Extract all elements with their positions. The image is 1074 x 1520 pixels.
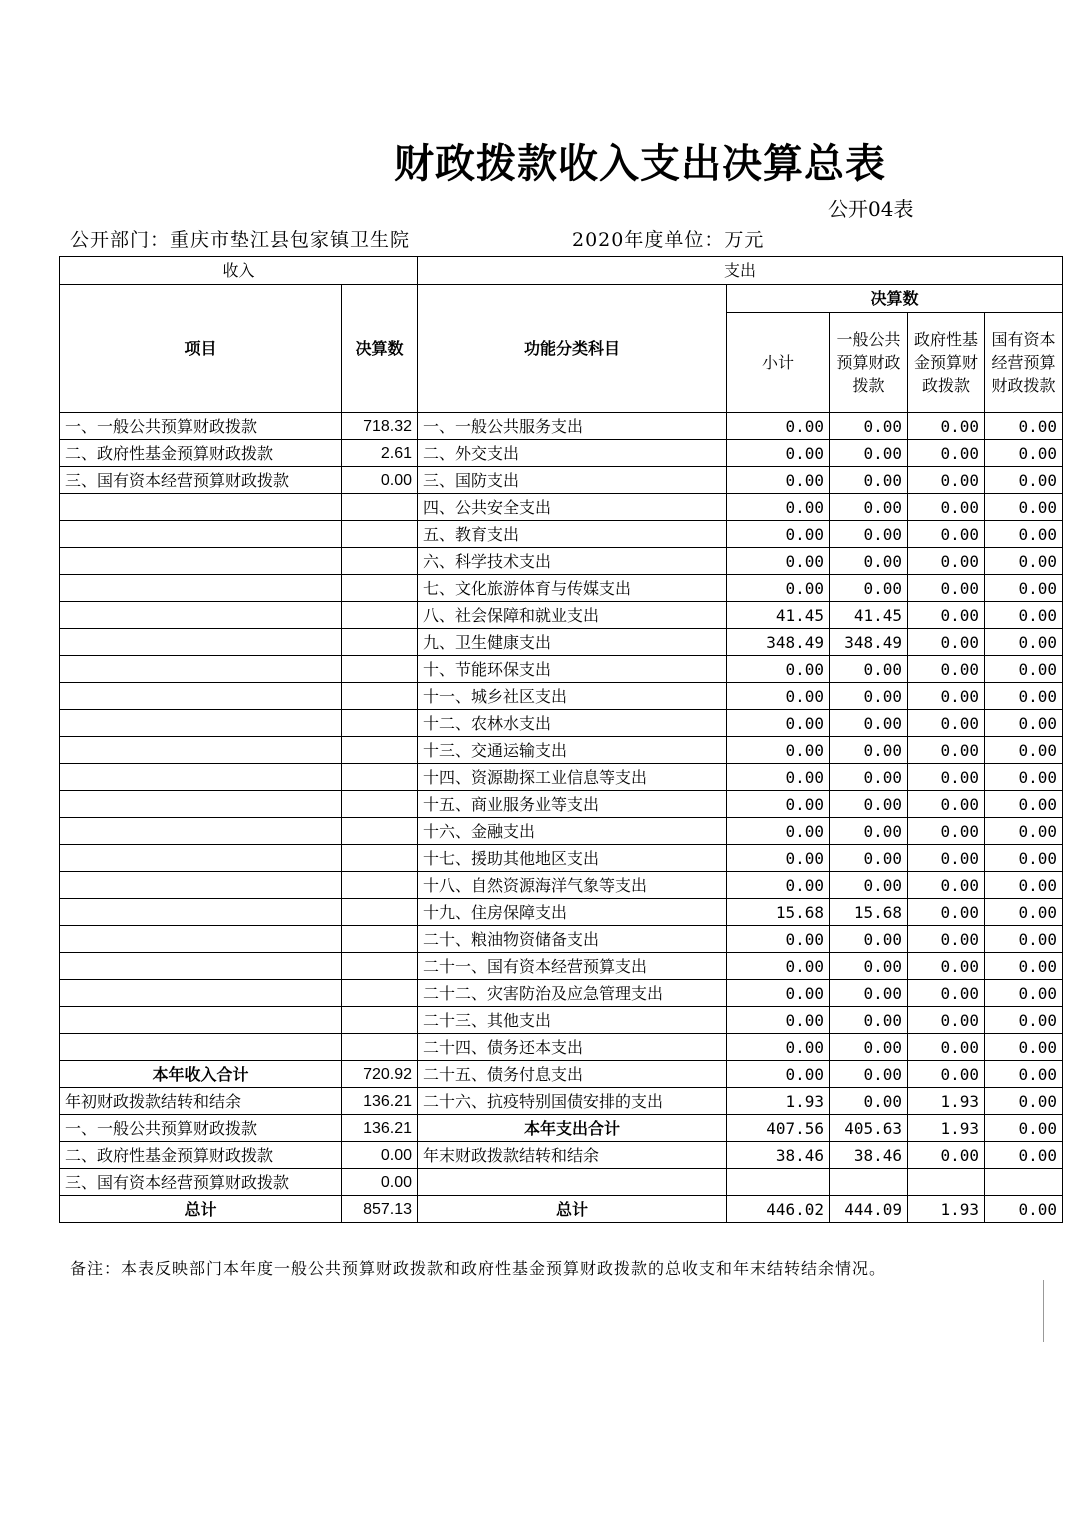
expense-general-budget: 0.00 [830,980,908,1007]
expense-state-capital: 0.00 [985,791,1063,818]
table-row [60,1196,1063,1223]
expense-gov-fund: 0.00 [908,710,985,737]
expense-subtotal: 0.00 [727,1061,830,1088]
expense-gov-fund: 0.00 [908,818,985,845]
income-item [60,953,342,980]
income-amount [342,818,418,845]
expense-category: 二十二、灾害防治及应急管理支出 [418,980,727,1007]
expense-state-capital: 0.00 [985,467,1063,494]
table-row [60,899,1063,926]
expense-general-budget: 0.00 [830,440,908,467]
income-item: 三、国有资本经营预算财政拨款 [60,1169,342,1196]
income-item [60,494,342,521]
expense-category: 十二、农林水支出 [418,710,727,737]
expense-gov-fund: 0.00 [908,629,985,656]
table-row [60,1034,1063,1061]
expense-category: 二十四、债务还本支出 [418,1034,727,1061]
expense-subtotal: 41.45 [727,602,830,629]
income-item [60,548,342,575]
expense-state-capital: 0.00 [985,1196,1063,1223]
table-row [60,440,1063,467]
income-amount: 136.21 [342,1115,418,1142]
expense-state-capital: 0.00 [985,953,1063,980]
expense-gov-fund [908,1169,985,1196]
expense-category: 四、公共安全支出 [418,494,727,521]
income-item: 三、国有资本经营预算财政拨款 [60,467,342,494]
income-item: 二、政府性基金预算财政拨款 [60,1142,342,1169]
table-row [60,656,1063,683]
expense-gov-fund: 0.00 [908,791,985,818]
expense-category: 八、社会保障和就业支出 [418,602,727,629]
expense-general-budget: 0.00 [830,467,908,494]
income-amount [342,899,418,926]
expense-subtotal: 0.00 [727,413,830,440]
income-amount [342,980,418,1007]
income-item: 本年收入合计 [60,1061,342,1088]
expense-state-capital: 0.00 [985,1088,1063,1115]
expense-subtotal: 0.00 [727,1007,830,1034]
income-item [60,1007,342,1034]
expense-state-capital: 0.00 [985,1115,1063,1142]
expense-general-budget: 0.00 [830,1034,908,1061]
expense-category: 年末财政拨款结转和结余 [418,1142,727,1169]
expense-category: 十四、资源勘探工业信息等支出 [418,764,727,791]
income-item [60,710,342,737]
table-row [60,764,1063,791]
table-row [60,710,1063,737]
expense-gov-fund: 1.93 [908,1196,985,1223]
income-item: 一、一般公共预算财政拨款 [60,1115,342,1142]
expense-general-budget: 0.00 [830,548,908,575]
income-amount [342,521,418,548]
expense-state-capital: 0.00 [985,602,1063,629]
income-amount [342,683,418,710]
expense-state-capital: 0.00 [985,737,1063,764]
income-amount [342,1007,418,1034]
table-row [60,629,1063,656]
income-amount [342,926,418,953]
income-amount: 720.92 [342,1061,418,1088]
income-item [60,656,342,683]
expense-general-budget [830,1169,908,1196]
expense-gov-fund: 0.00 [908,467,985,494]
expense-subtotal: 0.00 [727,575,830,602]
expense-gov-fund: 1.93 [908,1115,985,1142]
expense-general-budget: 0.00 [830,521,908,548]
expense-general-budget: 0.00 [830,494,908,521]
income-amount [342,845,418,872]
expense-gov-fund: 0.00 [908,521,985,548]
income-item [60,845,342,872]
income-amount [342,791,418,818]
expense-general-budget: 15.68 [830,899,908,926]
table-row [60,1169,1063,1196]
expense-category: 十、节能环保支出 [418,656,727,683]
expense-gov-fund: 0.00 [908,872,985,899]
expense-gov-fund: 0.00 [908,737,985,764]
expense-state-capital: 0.00 [985,899,1063,926]
expense-category: 二十五、债务付息支出 [418,1061,727,1088]
income-amount: 136.21 [342,1088,418,1115]
expense-category: 二十、粮油物资储备支出 [418,926,727,953]
expense-category: 总计 [418,1196,727,1223]
expense-general-budget: 0.00 [830,683,908,710]
income-amount [342,602,418,629]
table-row [60,467,1063,494]
expense-gov-fund: 0.00 [908,656,985,683]
expense-subtotal: 0.00 [727,953,830,980]
state-capital-header: 国有资本经营预算财政拨款 [985,313,1063,413]
income-item [60,818,342,845]
expense-state-capital: 0.00 [985,926,1063,953]
table-row [60,602,1063,629]
expense-category: 七、文化旅游体育与传媒支出 [418,575,727,602]
expense-subtotal: 407.56 [727,1115,830,1142]
expense-state-capital: 0.00 [985,845,1063,872]
income-amount [342,737,418,764]
page-title: 财政拨款收入支出决算总表 [394,140,886,187]
expense-category: 十八、自然资源海洋气象等支出 [418,872,727,899]
expense-subtotal: 0.00 [727,656,830,683]
expense-subtotal: 0.00 [727,737,830,764]
expense-category: 十九、住房保障支出 [418,899,727,926]
expense-state-capital: 0.00 [985,1007,1063,1034]
expense-gov-fund: 0.00 [908,548,985,575]
income-item [60,521,342,548]
expense-subtotal: 0.00 [727,440,830,467]
expense-gov-fund: 0.00 [908,899,985,926]
expense-subtotal: 0.00 [727,872,830,899]
table-row [60,521,1063,548]
expense-subtotal: 0.00 [727,548,830,575]
income-amount: 0.00 [342,467,418,494]
expense-subtotal: 0.00 [727,521,830,548]
expense-gov-fund: 0.00 [908,980,985,1007]
income-item: 一、一般公共预算财政拨款 [60,413,342,440]
gov-fund-header: 政府性基金预算财政拨款 [908,313,985,413]
expense-subtotal: 0.00 [727,845,830,872]
income-item: 年初财政拨款结转和结余 [60,1088,342,1115]
income-amount [342,1034,418,1061]
fiscal-summary-table [59,256,1063,1223]
income-item [60,737,342,764]
expense-gov-fund: 0.00 [908,440,985,467]
department-label: 公开部门：重庆市垫江县包家镇卫生院 [70,229,411,251]
divider-line [1043,1280,1044,1342]
expense-gov-fund: 0.00 [908,953,985,980]
expense-category: 六、科学技术支出 [418,548,727,575]
expense-state-capital: 0.00 [985,494,1063,521]
expense-general-budget: 0.00 [830,1007,908,1034]
expense-state-capital: 0.00 [985,1061,1063,1088]
expense-subtotal: 0.00 [727,791,830,818]
income-item [60,791,342,818]
expense-state-capital: 0.00 [985,710,1063,737]
table-row [60,494,1063,521]
expense-general-budget: 444.09 [830,1196,908,1223]
expense-general-budget: 0.00 [830,710,908,737]
expense-category: 二十六、抗疫特别国债安排的支出 [418,1088,727,1115]
table-row [60,872,1063,899]
table-row [60,548,1063,575]
expense-general-budget: 0.00 [830,1061,908,1088]
expense-general-budget: 348.49 [830,629,908,656]
income-amount [342,764,418,791]
expense-gov-fund: 0.00 [908,1007,985,1034]
expense-category: 十六、金融支出 [418,818,727,845]
expense-gov-fund: 0.00 [908,764,985,791]
income-amount: 0.00 [342,1169,418,1196]
expense-category [418,1169,727,1196]
table-row [60,953,1063,980]
income-amount [342,494,418,521]
table-row [60,1088,1063,1115]
table-row [60,1007,1063,1034]
expense-state-capital: 0.00 [985,872,1063,899]
expense-subtotal: 38.46 [727,1142,830,1169]
expense-gov-fund: 0.00 [908,494,985,521]
expense-general-budget: 0.00 [830,953,908,980]
expense-gov-fund: 0.00 [908,1061,985,1088]
table-row [60,575,1063,602]
expense-state-capital: 0.00 [985,818,1063,845]
expense-subtotal: 0.00 [727,683,830,710]
form-number: 公开04表 [828,197,914,221]
expense-category: 二十三、其他支出 [418,1007,727,1034]
table-row [60,926,1063,953]
income-item [60,899,342,926]
table-row [60,1061,1063,1088]
income-amount [342,710,418,737]
expense-subtotal: 0.00 [727,980,830,1007]
expense-general-budget: 0.00 [830,764,908,791]
income-item [60,926,342,953]
expense-subtotal: 0.00 [727,764,830,791]
expense-general-budget: 41.45 [830,602,908,629]
income-item [60,683,342,710]
final-group-header: 决算数 [727,285,1063,313]
expense-category: 十五、商业服务业等支出 [418,791,727,818]
expense-gov-fund: 0.00 [908,602,985,629]
income-amount [342,575,418,602]
income-amount [342,953,418,980]
table-row [60,683,1063,710]
expense-category: 九、卫生健康支出 [418,629,727,656]
footnote: 备注：本表反映部门本年度一般公共预算财政拨款和政府性基金预算财政拨款的总收支和年末结转结余情况。 [70,1259,887,1278]
expense-general-budget: 38.46 [830,1142,908,1169]
item-header: 项目 [60,285,342,413]
expense-subtotal: 348.49 [727,629,830,656]
expense-state-capital: 0.00 [985,413,1063,440]
income-item [60,980,342,1007]
expense-state-capital: 0.00 [985,1142,1063,1169]
expense-gov-fund: 0.00 [908,1034,985,1061]
expense-state-capital: 0.00 [985,764,1063,791]
expense-category: 十七、援助其他地区支出 [418,845,727,872]
final-amount-header: 决算数 [342,285,418,413]
expense-state-capital: 0.00 [985,683,1063,710]
expense-state-capital: 0.00 [985,575,1063,602]
expense-gov-fund: 0.00 [908,926,985,953]
expense-subtotal: 0.00 [727,818,830,845]
expense-state-capital: 0.00 [985,548,1063,575]
income-item [60,1034,342,1061]
year-unit-label: 2020年度单位：万元 [572,229,765,251]
expense-subtotal: 0.00 [727,467,830,494]
expense-subtotal: 0.00 [727,494,830,521]
income-amount [342,656,418,683]
expense-general-budget: 0.00 [830,575,908,602]
expense-general-budget: 405.63 [830,1115,908,1142]
income-item [60,602,342,629]
expense-state-capital: 0.00 [985,521,1063,548]
expense-gov-fund: 0.00 [908,845,985,872]
expense-subtotal: 15.68 [727,899,830,926]
expense-gov-fund: 1.93 [908,1088,985,1115]
income-amount: 857.13 [342,1196,418,1223]
expense-state-capital: 0.00 [985,1034,1063,1061]
table-row [60,1142,1063,1169]
table-row [60,1115,1063,1142]
expense-category: 一、一般公共服务支出 [418,413,727,440]
table-row [60,980,1063,1007]
general-budget-header: 一般公共预算财政拨款 [830,313,908,413]
expense-subtotal: 0.00 [727,926,830,953]
income-amount [342,872,418,899]
expense-general-budget: 0.00 [830,926,908,953]
income-item [60,575,342,602]
expense-state-capital: 0.00 [985,980,1063,1007]
expense-category: 本年支出合计 [418,1115,727,1142]
expense-state-capital: 0.00 [985,629,1063,656]
table-row [60,791,1063,818]
income-amount: 718.32 [342,413,418,440]
expense-general-budget: 0.00 [830,1088,908,1115]
expense-state-capital: 0.00 [985,656,1063,683]
expense-category: 三、国防支出 [418,467,727,494]
income-amount: 2.61 [342,440,418,467]
expense-general-budget: 0.00 [830,737,908,764]
expense-subtotal: 0.00 [727,710,830,737]
expense-gov-fund: 0.00 [908,1142,985,1169]
expense-general-budget: 0.00 [830,656,908,683]
income-item: 二、政府性基金预算财政拨款 [60,440,342,467]
table-row [60,818,1063,845]
expense-gov-fund: 0.00 [908,683,985,710]
expense-state-capital: 0.00 [985,440,1063,467]
expense-category: 二十一、国有资本经营预算支出 [418,953,727,980]
expense-general-budget: 0.00 [830,791,908,818]
income-item [60,764,342,791]
expense-category: 十三、交通运输支出 [418,737,727,764]
expense-general-budget: 0.00 [830,845,908,872]
table-row [60,845,1063,872]
expense-category: 十一、城乡社区支出 [418,683,727,710]
expense-gov-fund: 0.00 [908,575,985,602]
income-amount [342,548,418,575]
expense-general-budget: 0.00 [830,413,908,440]
expense-subtotal: 446.02 [727,1196,830,1223]
income-header: 收入 [60,257,418,285]
subtotal-header: 小计 [727,313,830,413]
income-item: 总计 [60,1196,342,1223]
expense-subtotal: 1.93 [727,1088,830,1115]
expense-state-capital [985,1169,1063,1196]
income-amount: 0.00 [342,1142,418,1169]
expense-gov-fund: 0.00 [908,413,985,440]
table-row [60,737,1063,764]
expense-subtotal: 0.00 [727,1034,830,1061]
income-item [60,629,342,656]
table-row [60,413,1063,440]
income-item [60,872,342,899]
expense-header: 支出 [418,257,1063,285]
expense-category: 二、外交支出 [418,440,727,467]
expense-subtotal [727,1169,830,1196]
function-category-header: 功能分类科目 [418,285,727,413]
expense-general-budget: 0.00 [830,818,908,845]
expense-general-budget: 0.00 [830,872,908,899]
income-amount [342,629,418,656]
expense-category: 五、教育支出 [418,521,727,548]
